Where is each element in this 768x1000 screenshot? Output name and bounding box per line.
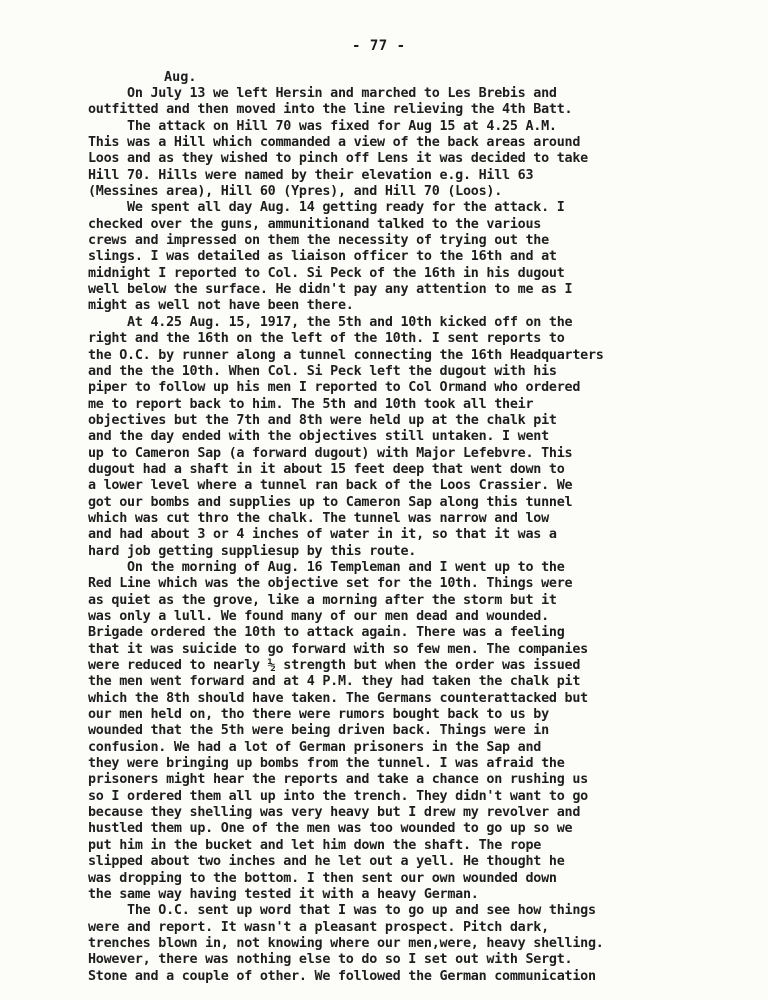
- text-line: crews and impressed on them the necessity of trying out the: [88, 233, 549, 249]
- text-line: the men went forward and at 4 P.M. they had taken the chalk pit: [88, 674, 581, 690]
- text-line: wounded that the 5th were being driven back. Things were in: [88, 723, 549, 739]
- text-line: trenches blown in, not knowing where our men,were, heavy shelling.: [88, 935, 604, 951]
- text-line: On July 13 we left Hersin and marched to Les Brebis and: [88, 86, 557, 101]
- text-line: dugout had a shaft in it about 15 feet deep that went down to: [88, 461, 565, 477]
- text-line: At 4.25 Aug. 15, 1917, the 5th and 10th kicked off on the: [88, 314, 573, 330]
- text-line: because they shelling was very heavy but I drew my revolver and: [88, 805, 581, 821]
- text-line: the same way having tested it with a heavy German.: [88, 886, 479, 902]
- text-line: slipped about two inches and he let out a yell. He thought he: [88, 854, 565, 870]
- text-line: hard job getting suppliesup by this route.: [88, 543, 417, 559]
- text-line: This was a Hill which commanded a view of the back areas around: [88, 135, 581, 151]
- text-line: which was cut thro the chalk. The tunnel was narrow and low: [88, 510, 549, 526]
- text-line: objectives but the 7th and 8th were held up at the chalk pit: [88, 412, 557, 428]
- text-line: prisoners might hear the reports and take a chance on rushing us: [88, 772, 588, 788]
- text-line: (Messines area), Hill 60 (Ypres), and Hill 70 (Loos).: [88, 184, 503, 200]
- text-line: midnight I reported to Col. Si Peck of the 16th in his dugout: [88, 265, 565, 281]
- text-line: The attack on Hill 70 was fixed for Aug 15 at 4.25 A.M.: [88, 118, 557, 134]
- text-line: and the the 10th. When Col. Si Peck left the dugout with his: [88, 363, 557, 379]
- text-line: We spent all day Aug. 14 getting ready for the attack. I: [88, 200, 565, 216]
- text-line: that it was suicide to go forward with so few men. The companies: [88, 641, 588, 657]
- text-line: as quiet as the grove, like a morning after the storm but it: [88, 592, 557, 608]
- text-line: was only a lull. We found many of our men dead and wounded.: [88, 609, 549, 624]
- page-number: - 77 -: [352, 38, 406, 54]
- text-line: slings. I was detailed as liaison officer to the 16th and at: [88, 249, 557, 265]
- body-text: [88, 86, 728, 985]
- text-line: right and the 16th on the left of the 10th. I sent reports to: [88, 331, 565, 347]
- text-line: well below the surface. He didn't pay any attention to me as I: [88, 282, 573, 298]
- text-line: Loos and as they wished to pinch off Lens it was decided to take: [88, 151, 588, 167]
- text-line: However, there was nothing else to do so I set out with Sergt.: [88, 952, 573, 968]
- text-line: was dropping to the bottom. I then sent our own wounded down: [88, 870, 557, 886]
- text-line: me to report back to him. The 5th and 10th took all their: [88, 396, 534, 412]
- text-line: checked over the guns, ammunitionand talked to the various: [88, 216, 542, 232]
- text-line: Brigade ordered the 10th to attack again. There was a feeling: [88, 625, 565, 641]
- text-line: piper to follow up his men I reported to Col Ormand who ordered: [88, 380, 581, 396]
- text-line: confusion. We had a lot of German prisoners in the Sap and: [88, 739, 542, 755]
- text-line: Stone and a couple of other. We followed the German communication: [88, 968, 596, 984]
- text-line: up to Cameron Sap (a forward dugout) with Major Lefebvre. This: [88, 445, 573, 461]
- text-line: and had about 3 or 4 inches of water in it, so that it was a: [88, 527, 557, 543]
- text-line: our men held on, tho there were rumors bought back to us by: [88, 707, 549, 723]
- text-line: On the morning of Aug. 16 Templeman and I went up to the: [88, 559, 565, 575]
- text-line: The O.C. sent up word that I was to go up and see how things: [88, 903, 596, 919]
- text-line: got our bombs and supplies up to Cameron Sap along this tunnel: [88, 494, 573, 510]
- text-line: the O.C. by runner along a tunnel connecting the 16th Headquarters: [88, 347, 604, 363]
- text-line: which the 8th should have taken. The Germans counterattacked but: [88, 690, 588, 706]
- text-line: were and report. It wasn't a pleasant prospect. Pitch dark,: [88, 919, 549, 935]
- text-line: were reduced to nearly ½ strength but when the order was issued: [88, 658, 581, 674]
- text-line: Hill 70. Hills were named by their elevation e.g. Hill 63: [88, 167, 534, 183]
- text-line: a lower level where a tunnel ran back of the Loos Crassier. We: [88, 478, 573, 494]
- text-line: hustled them up. One of the men was too wounded to go up so we: [88, 821, 573, 837]
- text-line: outfitted and then moved into the line relieving the 4th Batt.: [88, 102, 573, 118]
- text-line: they were bringing up bombs from the tunnel. I was afraid the: [88, 756, 565, 772]
- text-line: and the day ended with the objectives still untaken. I went: [88, 429, 549, 445]
- text-line: might as well not have been there.: [88, 298, 354, 314]
- text-line: Red Line which was the objective set for the 10th. Things were: [88, 576, 573, 592]
- month-heading: Aug.: [164, 69, 197, 85]
- text-line: so I ordered them all up into the trench. They didn't want to go: [88, 788, 588, 804]
- text-line: put him in the bucket and let him down the shaft. The rope: [88, 837, 542, 853]
